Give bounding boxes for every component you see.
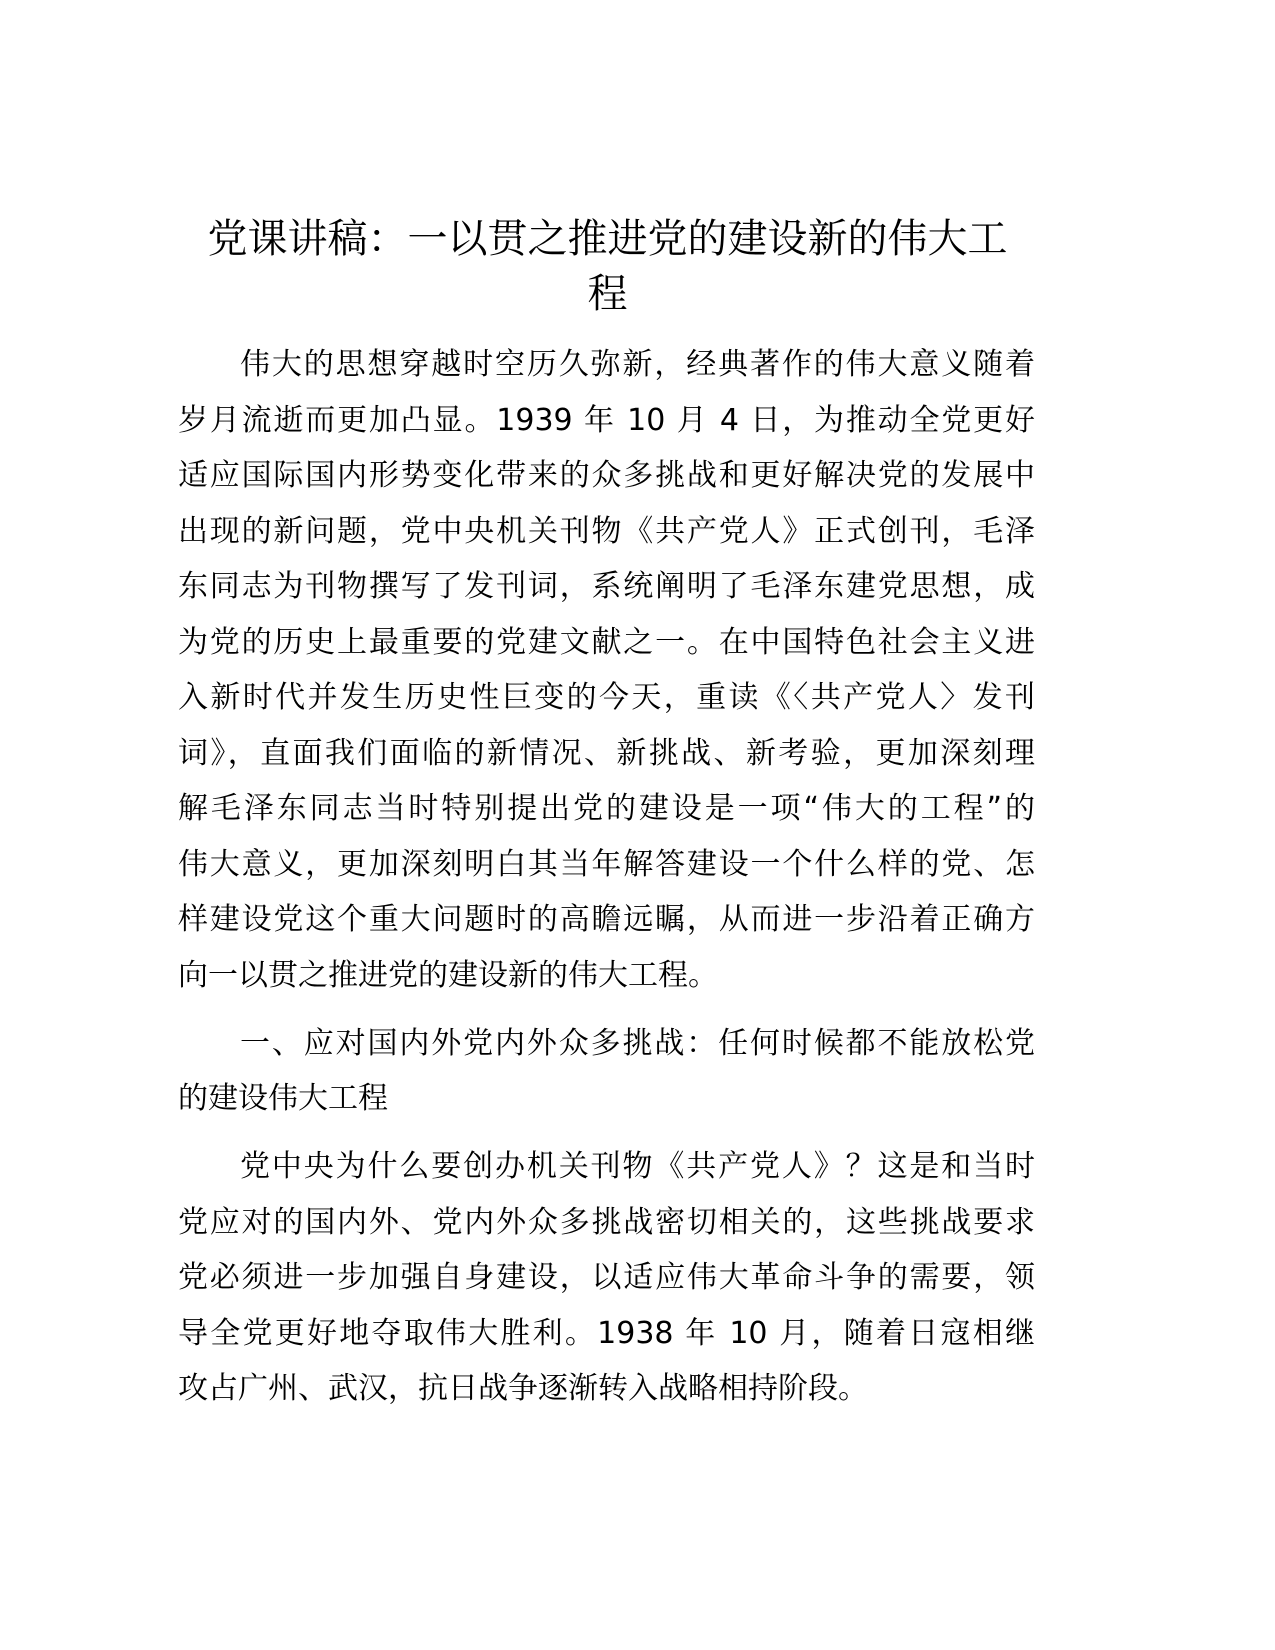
text-line: 党应对的国内外、党内外众多挑战密切相关的，这些挑战要求	[178, 1204, 1035, 1240]
intro-paragraph	[178, 337, 1035, 1003]
text-line: 岁月流逝而更加凸显。1939 年 10 月 4 日，为推动全党更好	[178, 402, 1035, 438]
title-line: 党课讲稿：一以贯之推进党的建设新的伟大工	[207, 216, 1008, 262]
text-line: 为党的历史上最重要的党建文献之一。在中国特色社会主义进	[178, 624, 1035, 660]
text-line: 的建设伟大工程	[178, 1081, 388, 1116]
text-line: 伟大意义，更加深刻明白其当年解答建设一个什么样的党、怎	[178, 846, 1035, 882]
text-line: 一、应对国内外党内外众多挑战：任何时候都不能放松党	[240, 1025, 1035, 1061]
text-line: 入新时代并发生历史性巨变的今天，重读《〈共产党人〉发刊	[178, 680, 1035, 715]
text-line: 出现的新问题，党中央机关刊物《共产党人》正式创刊，毛泽	[178, 513, 1035, 549]
document-title	[170, 212, 1045, 322]
text-line: 攻占广州、武汉，抗日战争逐渐转入战略相持阶段。	[178, 1371, 868, 1406]
section-heading	[178, 1016, 1035, 1127]
text-line: 解毛泽东同志当时特别提出党的建设是一项“伟大的工程”的	[178, 791, 1035, 826]
text-line: 词》，直面我们面临的新情况、新挑战、新考验，更加深刻理	[178, 735, 1035, 771]
text-line: 适应国际国内形势变化带来的众多挑战和更好解决党的发展中	[178, 458, 1035, 493]
text-line: 样建设党这个重大问题时的高瞻远瞩，从而进一步沿着正确方	[178, 902, 1035, 937]
text-line: 东同志为刊物撰写了发刊词，系统阐明了毛泽东建党思想，成	[178, 569, 1035, 604]
text-line: 向一以贯之推进党的建设新的伟大工程。	[178, 957, 718, 993]
text-line: 党中央为什么要创办机关刊物《共产党人》？这是和当时	[240, 1149, 1035, 1184]
text-line: 导全党更好地夺取伟大胜利。1938 年 10 月，随着日寇相继	[178, 1315, 1035, 1351]
section-paragraph	[178, 1139, 1035, 1417]
text-line: 伟大的思想穿越时空历久弥新，经典著作的伟大意义随着	[240, 347, 1035, 382]
title-line: 程	[587, 271, 628, 317]
text-line: 党必须进一步加强自身建设，以适应伟大革命斗争的需要，领	[178, 1260, 1035, 1295]
document-body	[178, 337, 1035, 1429]
